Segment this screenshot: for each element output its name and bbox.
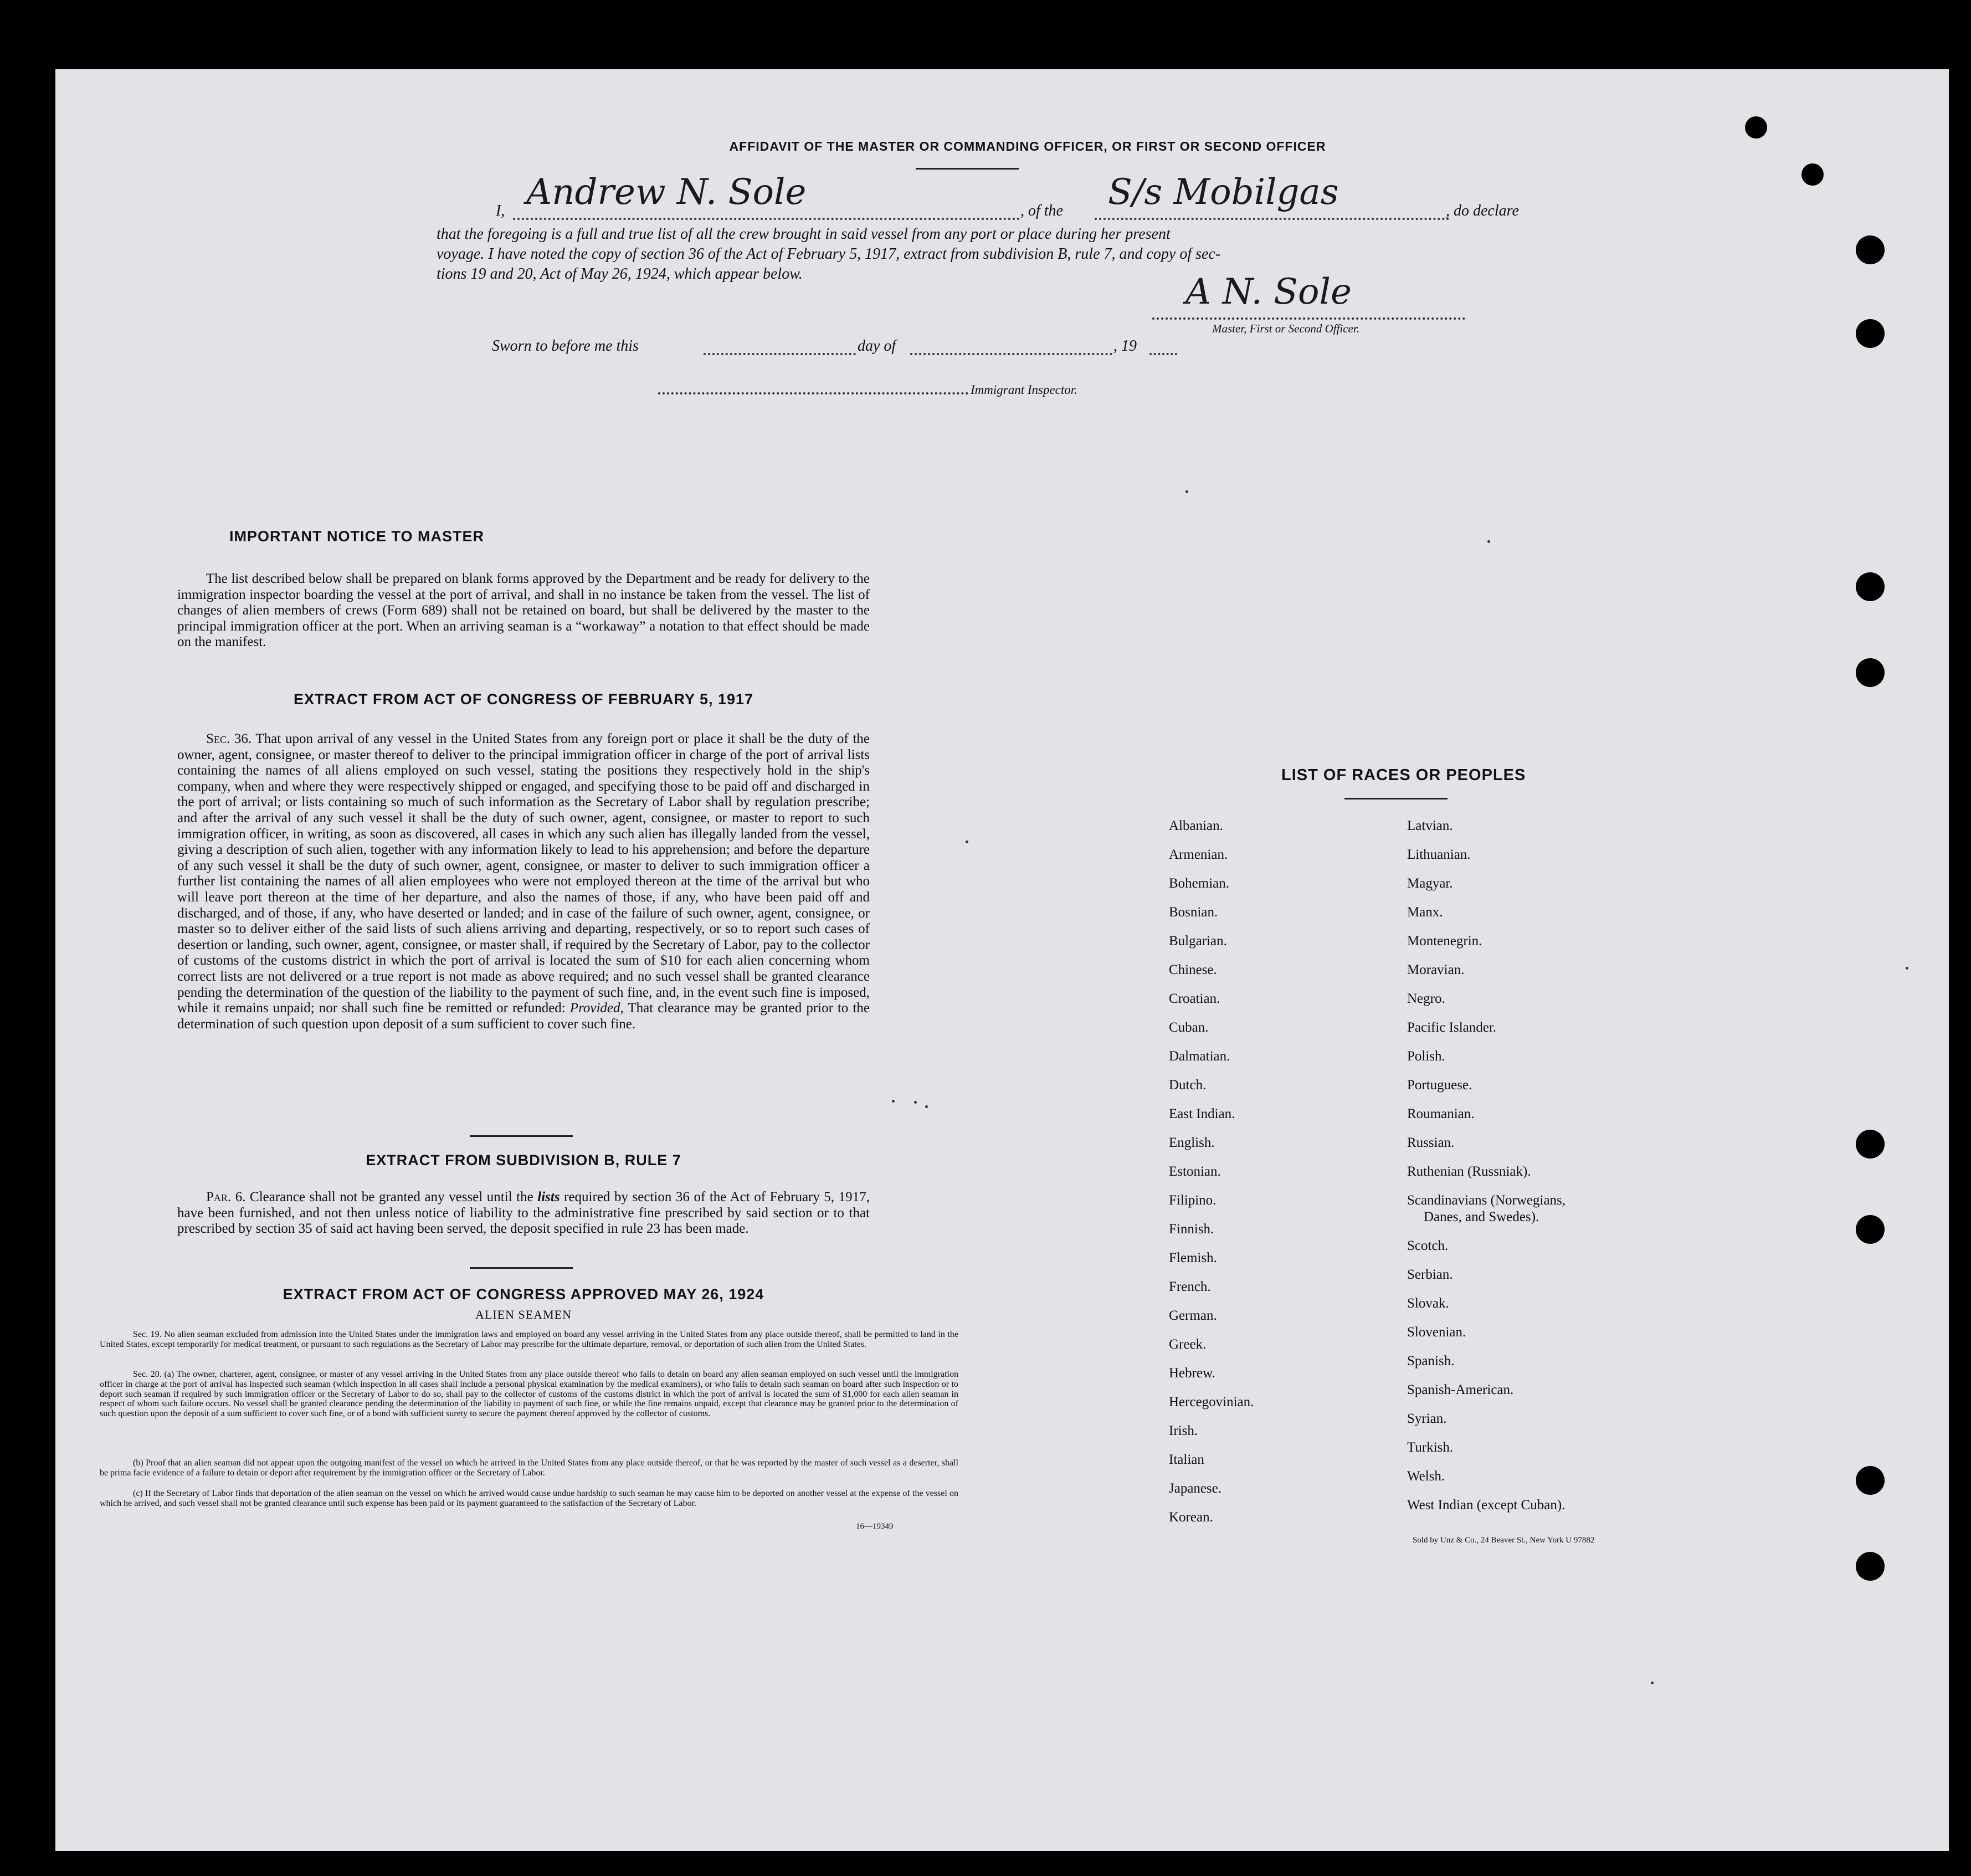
- race-item: Danes, and Swedes).: [1424, 1209, 1539, 1224]
- race-item: Armenian.: [1169, 847, 1228, 862]
- race-item: Moravian.: [1407, 962, 1465, 977]
- race-item: Spanish.: [1407, 1354, 1455, 1368]
- section-36-text-end: That clearance may be granted prior to the determination of such question upon deposit of a sum sufficient to cover such fine.: [177, 1001, 870, 1032]
- race-item: Turkish.: [1407, 1440, 1454, 1455]
- race-item: Japanese.: [1169, 1481, 1222, 1496]
- speck: [914, 1101, 917, 1104]
- race-item: Cuban.: [1169, 1020, 1209, 1035]
- sworn-year-blank: [1149, 353, 1177, 355]
- race-item: Negro.: [1407, 991, 1445, 1006]
- year-label: , 19: [1113, 337, 1137, 355]
- speck: [925, 1105, 928, 1108]
- speck: [1906, 967, 1908, 970]
- form-number: 16—19349: [856, 1522, 894, 1531]
- signature-caption: Master, First or Second Officer.: [1212, 322, 1359, 335]
- race-item: Serbian.: [1407, 1267, 1453, 1282]
- of-the-label: , of the: [1020, 202, 1063, 219]
- race-item: Montenegrin.: [1407, 934, 1482, 949]
- lists-word: lists: [537, 1190, 560, 1204]
- section-36-label: Sec. 36.: [206, 731, 252, 746]
- alien-seamen-subtitle: ALIEN SEAMEN: [475, 1308, 572, 1321]
- race-item: East Indian.: [1169, 1106, 1235, 1121]
- race-item: Korean.: [1169, 1510, 1213, 1525]
- rule-7-title: EXTRACT FROM SUBDIVISION B, RULE 7: [366, 1152, 681, 1168]
- race-item: Hercegovinian.: [1169, 1395, 1254, 1409]
- race-item: Croatian.: [1169, 991, 1220, 1006]
- sworn-label: Sworn to before me this: [492, 337, 639, 355]
- handwritten-signature: A N. Sole: [1185, 271, 1352, 312]
- race-item: German.: [1169, 1308, 1217, 1323]
- section-20c-text: (c) If the Secretary of Labor finds that deportation of the alien seaman on the vessel on which he arrived would cause undue hardship to such seaman he may cause him to be deported on another vessel at the expense of the vessel on which he arrived, and such vessel shall not be granted clearance until such expense has been paid or its payment guaranteed to the satisfaction of the Secretary of Labor.: [100, 1489, 958, 1508]
- race-item: Scandinavians (Norwegians,: [1407, 1193, 1566, 1208]
- race-item: Slovak.: [1407, 1296, 1449, 1311]
- speck: [1185, 490, 1188, 493]
- vessel-blank: [1095, 218, 1449, 220]
- races-title: LIST OF RACES OR PEOPLES: [1281, 766, 1526, 784]
- handwritten-vessel: S/s Mobilgas: [1108, 172, 1339, 213]
- sworn-day-blank: [704, 353, 856, 355]
- document-page: [55, 69, 1949, 1851]
- rule-7-text-b: required by section 36 of the Act of February 5, 1917, have been furnished, and not then unless notice of liability to the administrative fine prescribed by said section or to that prescribed by section 35 of said act having been served, the deposit specified in rule 23 has been made.: [177, 1190, 870, 1237]
- rule-7-body: [177, 1190, 870, 1237]
- race-item: Bohemian.: [1169, 876, 1230, 891]
- notice-title: IMPORTANT NOTICE TO MASTER: [229, 528, 484, 545]
- race-item: Scotch.: [1407, 1238, 1449, 1253]
- notice-text: The list described below shall be prepared on blank forms approved by the Department and be ready for delivery to the immigration inspector boarding the vessel at the port of arrival, and shall in no instance be taken from the vessel. The list of changes of alien members of crews (Form 689) shall not be retained on board, but shall be delivered by the master to the principal immigration officer at the port. When an arriving seaman is a “workaway” a notation to that effect should be made on the manifest.: [177, 571, 870, 650]
- race-item: Portuguese.: [1407, 1078, 1472, 1093]
- section-20a-text: Sec. 20. (a) The owner, charterer, agent, consignee, or master of any vessel arriving in the United States from any place outside thereof who fails to detain on board any alien seaman employed on such vessel until the immigration officer in charge at the port of arrival has inspected such seaman (which inspection in all cases shall include a personal physical examination by the medical examiners), or who fails to detain such seaman on board after such inspection or to deport such seaman if required by such immigration officer or the Secretary of Labor to do so, shall pay to the collector of customs of the customs district in which the port of arrival is located the sum of $1,000 for each alien seaman in respect of whom such failure occurs. No vessel shall be granted clearance pending the determination of the liability to payment of such fine, or while the fine remains unpaid, except that clearance may be granted prior to the determination of such question upon the deposit of a sum sufficient to cover such fine, or of a bond with sufficient surety to secure the payment thereof approved by the collector of customs.: [100, 1370, 958, 1419]
- i-label: I,: [496, 202, 505, 219]
- printer-credit: Sold by Unz & Co., 24 Beaver St., New York U 97882: [1413, 1536, 1595, 1545]
- race-item: Estonian.: [1169, 1164, 1221, 1179]
- punch-hole: [1745, 116, 1767, 139]
- race-item: Finnish.: [1169, 1222, 1214, 1237]
- race-item: Dutch.: [1169, 1078, 1207, 1093]
- sworn-month-blank: [910, 353, 1112, 355]
- affidavit-line-2: that the foregoing is a full and true list of all the crew brought in said vessel from any port or place during her present: [437, 225, 1171, 243]
- punch-hole: [1801, 163, 1824, 186]
- speck: [966, 840, 968, 843]
- race-item: Welsh.: [1407, 1469, 1445, 1484]
- race-item: English.: [1169, 1135, 1215, 1150]
- rule-7-text-a: Clearance shall not be granted any vessel until the: [250, 1190, 533, 1204]
- inspector-blank: [658, 392, 968, 394]
- affidavit-line-4: tions 19 and 20, Act of May 26, 1924, which appear below.: [437, 265, 803, 283]
- race-item: Latvian.: [1407, 818, 1453, 833]
- declare-label: , do declare: [1446, 202, 1519, 219]
- punch-hole: [1856, 319, 1885, 348]
- races-left-column: [1169, 812, 1390, 1532]
- race-item: Greek.: [1169, 1337, 1207, 1352]
- provided-label: Provided,: [569, 1001, 624, 1016]
- speck: [1651, 1682, 1654, 1684]
- punch-hole: [1856, 658, 1885, 687]
- punch-hole: [1856, 1466, 1885, 1495]
- title-divider: [916, 168, 1019, 170]
- race-item: Manx.: [1407, 905, 1443, 920]
- race-item: Bulgarian.: [1169, 934, 1227, 949]
- extract-divider-1: [470, 1135, 573, 1137]
- handwritten-name: Andrew N. Sole: [526, 172, 807, 213]
- race-item: French.: [1169, 1279, 1211, 1294]
- race-item: Flemish.: [1169, 1250, 1217, 1265]
- speck: [892, 1100, 895, 1103]
- extract-1924-title: EXTRACT FROM ACT OF CONGRESS APPROVED MAY 26, 1924: [283, 1286, 764, 1303]
- affidavit-line-3: voyage. I have noted the copy of section 36 of the Act of February 5, 1917, extract from subdivision B, rule 7, and copy of sec-: [437, 245, 1221, 263]
- race-item: Filipino.: [1169, 1193, 1217, 1208]
- race-item: Dalmatian.: [1169, 1049, 1230, 1064]
- race-item: Roumanian.: [1407, 1106, 1475, 1121]
- race-item: Pacific Islander.: [1407, 1020, 1497, 1035]
- race-item: Bosnian.: [1169, 905, 1218, 920]
- race-item: Russian.: [1407, 1135, 1455, 1150]
- extract-divider-2: [470, 1267, 573, 1269]
- punch-hole: [1856, 1215, 1885, 1244]
- speck: [1487, 540, 1490, 543]
- race-item: Albanian.: [1169, 818, 1223, 833]
- punch-hole: [1856, 572, 1885, 601]
- punch-hole: [1856, 1552, 1885, 1581]
- section-20b-text: (b) Proof that an alien seaman did not appear upon the outgoing manifest of the vessel on which he arrived in the United States from any place outside thereof, or that he was reported by the master of such vessel as a deserter, shall be prima facie evidence of a failure to detain or deport after requirement by the immigration officer or the Secretary of Labor.: [100, 1458, 958, 1478]
- races-divider: [1344, 798, 1448, 799]
- punch-hole: [1856, 235, 1885, 264]
- punch-hole: [1856, 1130, 1885, 1159]
- day-of-label: day of: [858, 337, 896, 355]
- section-36-text: That upon arrival of any vessel in the United States from any foreign port or place it shall be the duty of the owner, agent, consignee, or master thereof to deliver to the principal immigration officer in charge of the port of arrival lists containing the names of all aliens employed on such vessel, stating the positions they respectively hold in the ship's company, when and where they were respectively shipped or engaged, and specifying those to be paid off and discharged in the port of arrival; or lists containing so much of such information as the Secretary of Labor shall by regulation prescribe; and after the arrival of any such vessel it shall be the duty of such owner, agent, consignee, or master to report to such immigration officer, in writing, as soon as discovered, all cases in which any such alien has illegally landed from the vessel, giving a description of such alien, together with any information likely to lead to his apprehension; and before the departure of any such vessel it shall be the duty of such owner, agent, consignee, or master to deliver to such immigration officer a further list containing the names of all alien employees who were not employed thereon at the time of the arrival but who will leave port thereon at the time of her departure, and also the names of those, if any, who have been paid off and discharged, and of those, if any, who have deserted or landed; and in case of the failure of such owner, agent, consignee, or master so to deliver either of the said lists of such aliens arriving and departing, respectively, or so to report such cases of desertion or landing, such owner, agent, consignee, or master shall, if required by the Secretary of Labor, pay to the collector of customs of the customs district in which the port of arrival is located the sum of $10 for each alien concerning whom correct lists are not delivered or a true report is not made as above required; and no such vessel shall be granted clearance pending the determination of the question of the liability to the payment of such fine, and, in the event such fine is imposed, while it remains unpaid; nor shall such fine be remitted or refunded:: [177, 731, 870, 1016]
- extract-1917-body: [177, 731, 870, 1032]
- par-6-label: Par. 6.: [206, 1190, 246, 1204]
- name-blank: [513, 218, 1020, 220]
- extract-1917-title: EXTRACT FROM ACT OF CONGRESS OF FEBRUARY 5, 1917: [293, 691, 754, 708]
- race-item: Spanish-American.: [1407, 1382, 1514, 1397]
- section-19-text: Sec. 19. No alien seaman excluded from admission into the United States under the immigration laws and employed on board any vessel arriving in the United States from any place outside thereof, shall be permitted to land in the United States, except temporarily for medical treatment, or pursuant to such regulations as the Secretary of Labor may prescribe for the ultimate departure, removal, or deportation of such alien from the United States.: [100, 1330, 958, 1349]
- race-item: Hebrew.: [1169, 1366, 1215, 1381]
- race-item: Lithuanian.: [1407, 847, 1471, 862]
- race-item: Slovenian.: [1407, 1325, 1466, 1340]
- races-right-column: [1407, 812, 1717, 1520]
- signature-blank: [1152, 317, 1465, 320]
- race-item: West Indian (except Cuban).: [1407, 1498, 1565, 1513]
- race-item: Ruthenian (Russniak).: [1407, 1164, 1531, 1179]
- inspector-caption: Immigrant Inspector.: [971, 383, 1077, 397]
- race-item: Magyar.: [1407, 876, 1453, 891]
- race-item: Syrian.: [1407, 1411, 1447, 1426]
- race-item: Italian: [1169, 1452, 1204, 1467]
- race-item: Irish.: [1169, 1423, 1198, 1438]
- race-item: Polish.: [1407, 1049, 1445, 1064]
- affidavit-title: AFFIDAVIT OF THE MASTER OR COMMANDING OFFICER, OR FIRST OR SECOND OFFICER: [729, 139, 1326, 153]
- race-item: Chinese.: [1169, 962, 1217, 977]
